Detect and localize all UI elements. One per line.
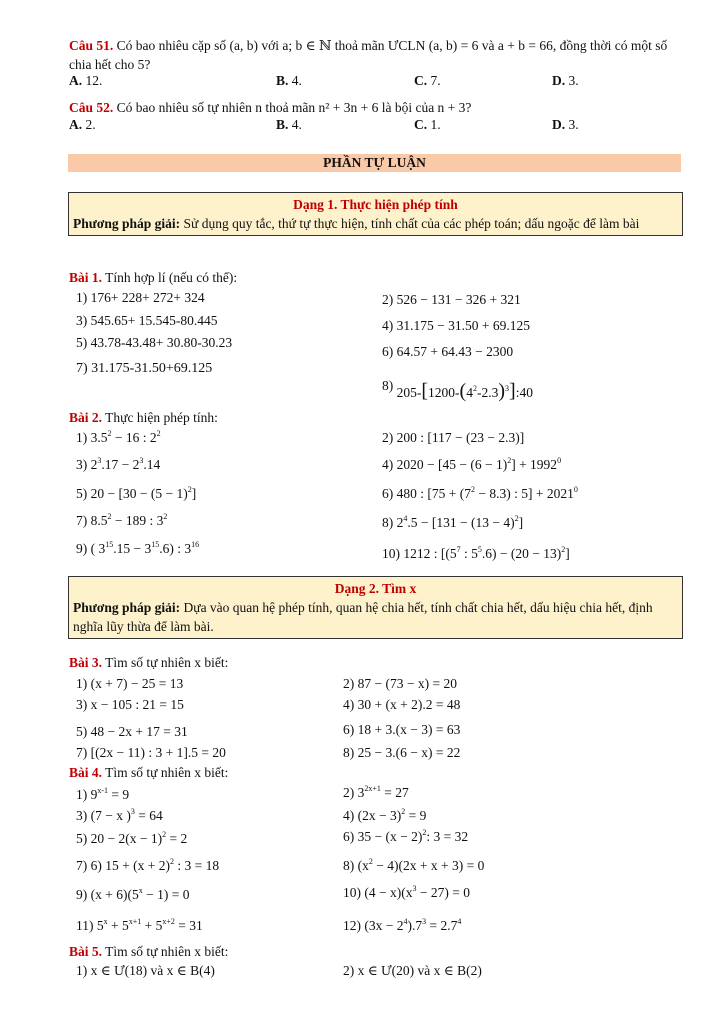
bai4-item-9: 9) $(x + 6)(5^x - 1) = 0$: [76, 886, 190, 902]
bai4-heading: Bài 4. Tìm số tự nhiên x biết:: [69, 765, 229, 780]
bai5-item-2: 2) x ∈ Ư(20) và x ∈ B(2): [343, 963, 482, 978]
bai4-item-11: 11) $5^x + 5^{x+1} + 5^{x+2} = 31$: [76, 917, 203, 933]
bai4-item-3: 3) (7 − x )$^3$ = 64: [76, 807, 163, 823]
bai3-item-1: 1) (x + 7) − 25 = 13: [76, 676, 184, 691]
bai3-item-5: 5) 48 − 2x + 17 = 31: [76, 724, 188, 739]
question-51: [69, 36, 685, 74]
q51-option-d: D. 3.: [552, 73, 579, 88]
bai3-item-4: 4) 30 + (x + 2).2 = 48: [343, 697, 461, 712]
bai1-item-1: 1) 176+ 228+ 272+ 324: [76, 290, 205, 305]
dang1-box: [68, 192, 683, 236]
q51-option-a: A. 12.: [69, 73, 103, 88]
bai2-item-9: 9) ( $3^{15}.15 - 3^{15}.6$) : $3^{16}$: [76, 540, 200, 556]
dang1-title: Dạng 1. Thực hiện phép tính: [293, 197, 458, 212]
q52-option-b: B. 4.: [276, 117, 302, 132]
bai2-heading: Bài 2. Thực hiện phép tính:: [69, 410, 218, 425]
dang2-box: [68, 576, 683, 639]
bai5-item-1: 1) x ∈ Ư(18) và x ∈ B(4): [76, 963, 215, 978]
bai1-item-3: 3) 545.65+ 15.545-80.445: [76, 313, 218, 328]
bai2-item-5: 5) $20 - [30 - (5 - 1)^2]$: [76, 485, 197, 501]
bai2-item-10: 10) 1212 : [($5^7$ : $5^5.6) - (20 - 13)^2$]: [382, 545, 570, 561]
question-51-label: Câu 51.: [69, 38, 114, 53]
bai1-item-5: 5) 43.78-43.48+ 30.80-30.23: [76, 335, 233, 350]
section-title-essay: PHẦN TỰ LUẬN: [68, 154, 681, 172]
q52-option-a: A. 2.: [69, 117, 96, 132]
bai3-item-8: 8) 25 − 3.(6 − x) = 22: [343, 745, 461, 760]
bai4-item-8: 8) $(x^2 - 4)(2x + x + 3) = 0$: [343, 857, 485, 873]
bai4-item-1: 1) $9^{x-1} = 9$: [76, 786, 130, 802]
bai4-item-10: 10) $(4 - x)(x^3 - 27) = 0$: [343, 884, 470, 900]
bai1-item-7: 7) 31.175-31.50+69.125: [76, 361, 213, 376]
bai2-item-1: 1) $3.5^2 - 16$ : $2^2$: [76, 429, 161, 445]
question-52-text: Có bao nhiêu số tự nhiên n thoả mãn n² + 3n + 6 là bội của n + 3?: [116, 100, 472, 115]
q52-option-c: C. 1.: [414, 117, 441, 132]
bai3-item-7: 7) [(2x − 11) : 3 + 1].5 = 20: [76, 745, 226, 760]
q51-option-b: B. 4.: [276, 73, 302, 88]
dang2-title: Dạng 2. Tìm x: [334, 581, 417, 596]
bai3-item-6: 6) 18 + 3.(x − 3) = 63: [343, 722, 461, 737]
bai2-item-7: 7) $8.5^2 - 189$ : $3^2$: [76, 512, 168, 528]
bai5-heading: Bài 5. Tìm số tự nhiên x biết:: [69, 944, 229, 959]
dang1-method: Phương pháp giải: Sử dụng quy tắc, thứ tự thực hiện, tính chất của các phép toán; dấu ngoặc để làm bài: [73, 216, 640, 231]
bai4-item-7: 7) 6) $15 + (x + 2)^2$ : 3 = 18: [76, 857, 220, 873]
bai3-item-3: 3) x − 105 : 21 = 15: [76, 697, 184, 712]
bai2-item-6: 6) 480 : [$75 + (7^2 - 8.3)$ : $5] + 2021^0$: [382, 485, 578, 501]
question-52: [69, 98, 685, 117]
question-52-label: Câu 52.: [69, 100, 114, 115]
bai4-item-4: 4) $(2x - 3)^2 = 9$: [343, 807, 427, 823]
bai1-heading: Bài 1. Tính hợp lí (nếu có thể):: [69, 270, 238, 285]
q51-option-c: C. 7.: [414, 73, 441, 88]
bai4-item-6: 6) $35 - (x - 2)^2$: 3 = 32: [343, 828, 469, 844]
bai1-item-4: 4) 31.175 − 31.50 + 69.125: [382, 318, 530, 333]
bai2-item-3: 3) $2^3.17 - 2^3.14$: [76, 456, 161, 472]
bai4-item-2: 2) $3^{2x+1} = 27$: [343, 784, 409, 800]
bai2-item-8: 8) $2^4.5 - [131 - (13 - 4)^2]$: [382, 514, 524, 530]
bai3-item-2: 2) 87 − (73 − x) = 20: [343, 676, 457, 691]
bai4-item-12: 12) $(3x - 2^4).7^3 = 2.7^4$: [343, 917, 462, 933]
bai2-item-2: 2) 200 : [117 − (23 − 2.3)]: [382, 430, 525, 445]
dang2-method: Phương pháp giải: Dựa vào quan hệ phép tính, quan hệ chia hết, tính chất chia hết, dấu hiệu chia hết, định nghĩa lũy thừa để làm bài.: [73, 600, 653, 634]
bai1-item-8: 8) $205-[1200-(4^2-2.3)^3]:40$: [382, 378, 533, 402]
bai1-item-2: 2) 526 − 131 − 326 + 321: [382, 292, 521, 307]
bai2-item-4: 4) $2020 - [45 - (6 - 1)^2] + 1992^0$: [382, 456, 562, 472]
q52-option-d: D. 3.: [552, 117, 579, 132]
bai1-item-6: 6) 64.57 + 64.43 − 2300: [382, 344, 514, 359]
bai3-heading: Bài 3. Tìm số tự nhiên x biết:: [69, 655, 229, 670]
bai4-item-5: 5) $20 - 2(x - 1)^2 = 2$: [76, 830, 188, 846]
question-51-text: Có bao nhiêu cặp số (a, b) với a; b ∈ ℕ thoả mãn ƯCLN (a, b) = 6 và a + b = 66, đồng thời có một số chia hết cho 5?: [69, 38, 668, 72]
